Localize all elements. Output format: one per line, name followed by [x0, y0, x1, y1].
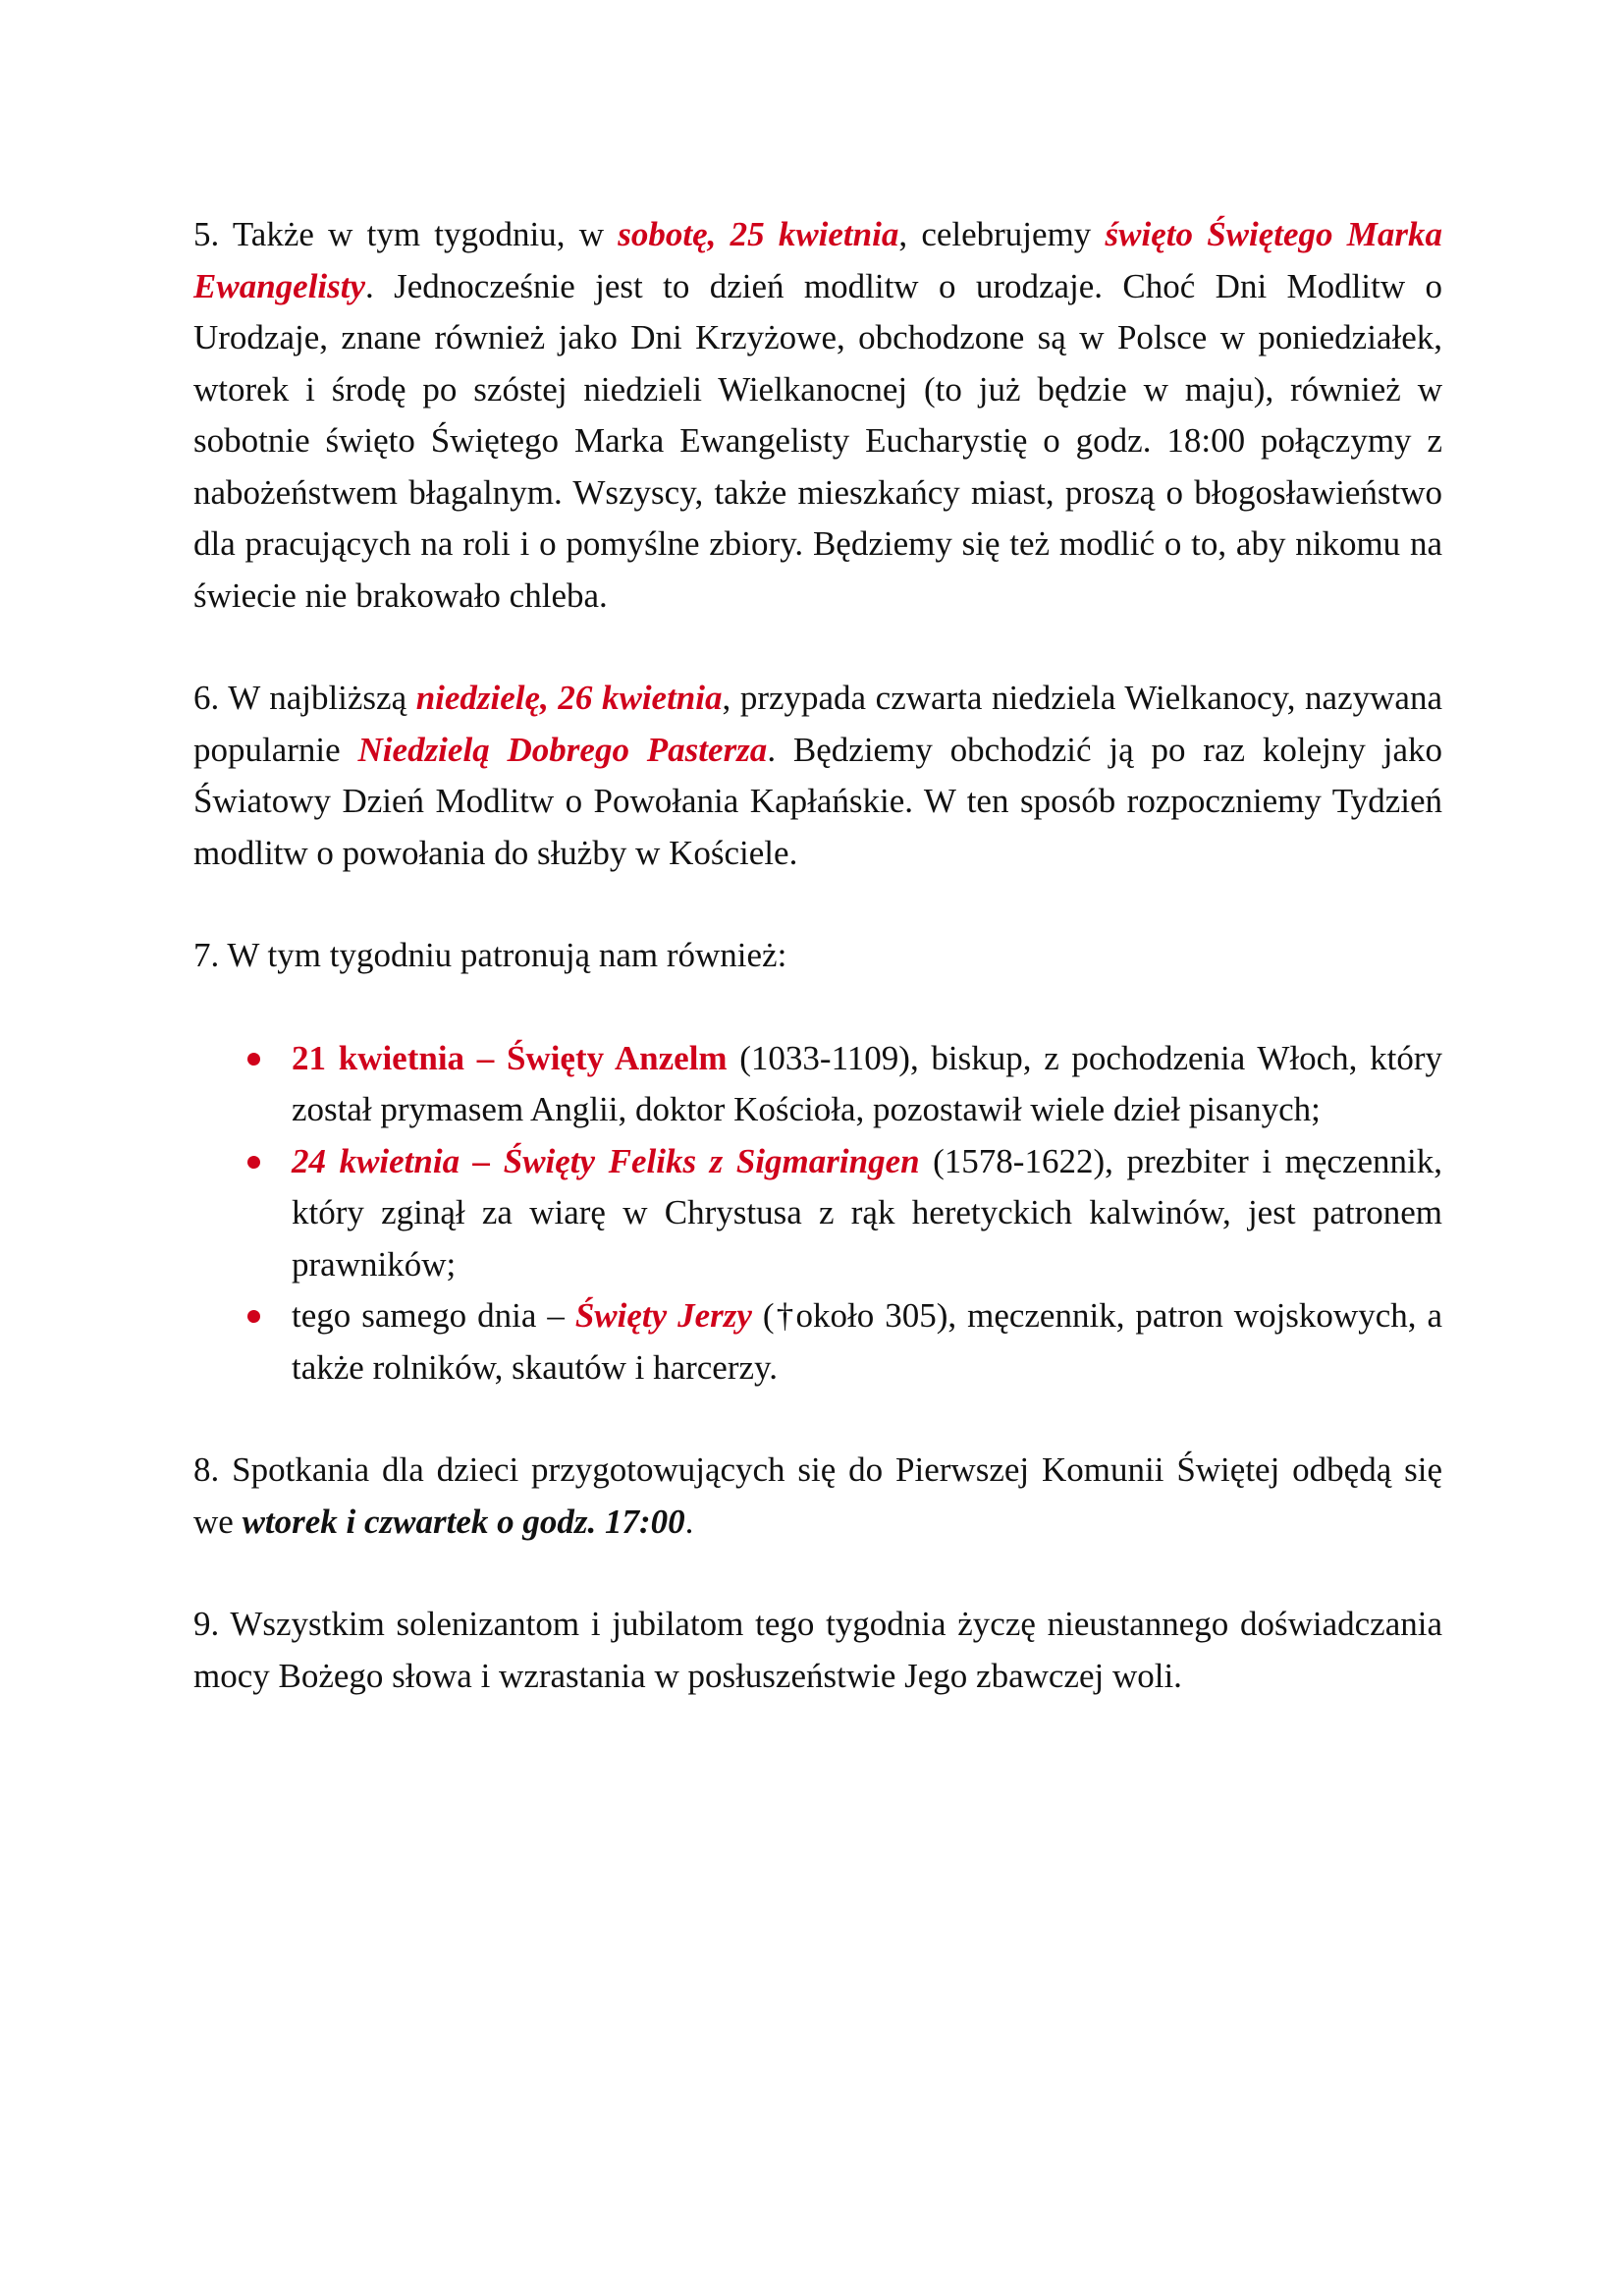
bullet-icon	[247, 1156, 260, 1169]
saint-highlight: 21 kwietnia – Święty Anzelm	[292, 1038, 728, 1077]
announcement-6: 6. W najbliższą niedzielę, 26 kwietnia, przypada czwarta niedziela Wielkanocy, nazywana popularnie Niedzielą Dobrego Pasterza. Będziemy obchodzić ją po raz kolejny jako Światowy Dzień Modlitw o Powołania Kapłańskie. W ten sposób rozpoczniemy Tydzień modlitw o powołania do służby w Kościele.	[193, 679, 1442, 872]
announcement-8: 8. Spotkania dla dzieci przygotowujących się do Pierwszej Komunii Świętej odbędą się we wtorek i czwartek o godz. 17:00.	[193, 1450, 1442, 1541]
time-highlight: wtorek i czwartek o godz. 17:00	[242, 1502, 685, 1541]
date-highlight: sobotę, 25 kwietnia	[618, 215, 899, 253]
saints-list	[193, 1033, 1442, 1394]
bullet-icon	[247, 1053, 260, 1066]
document-page	[193, 209, 1442, 1753]
bullet-icon	[247, 1310, 260, 1323]
feast-highlight: święto Świętego Marka Ewangelisty	[193, 215, 1442, 305]
saint-highlight: 24 kwietnia – Święty Feliks z Sigmaringen	[292, 1141, 920, 1180]
list-item: 24 kwietnia – Święty Feliks z Sigmaringen (1578-1622), prezbiter i męczennik, który zginął za wiarę w Chrystusa z rąk heretyckich kalwinów, jest patronem prawników;	[193, 1136, 1442, 1291]
announcement-5: 5. Także w tym tygodniu, w sobotę, 25 kwietnia, celebrujemy święto Świętego Marka Ewangelisty. Jednocześnie jest to dzień modlitw o urodzaje. Choć Dni Modlitw o Urodzaje, znane również jako Dni Krzyżowe, obchodzone są w Polsce w poniedziałek, wtorek i środę po szóstej niedzieli Wielkanocnej (to już będzie w maju), również w sobotnie święto Świętego Marka Ewangelisty Eucharystię o godz. 18:00 połączymy z nabożeństwem błagalnym. Wszyscy, także mieszkańcy miast, proszą o błogosławieństwo dla pracujących na roli i o pomyślne zbiory. Będziemy się też modlić o to, aby nikomu na świecie nie brakowało chleba.	[193, 215, 1442, 615]
list-item: tego samego dnia – Święty Jerzy (†około 305), męczennik, patron wojskowych, a także rolników, skautów i harcerzy.	[193, 1290, 1442, 1394]
announcement-7-intro: 7. W tym tygodniu patronują nam również:	[193, 936, 787, 974]
list-item: 21 kwietnia – Święty Anzelm (1033-1109), biskup, z pochodzenia Włoch, który został prymasem Anglii, doktor Kościoła, pozostawił wiele dzieł pisanych;	[193, 1033, 1442, 1136]
saint-highlight: Święty Jerzy	[574, 1296, 752, 1335]
announcement-9: 9. Wszystkim solenizantom i jubilatom tego tygodnia życzę nieustannego doświadczania mocy Bożego słowa i wzrastania w posłuszeństwie Jego zbawczej woli.	[193, 1605, 1442, 1695]
feast-highlight: Niedzielą Dobrego Pasterza	[357, 730, 768, 769]
date-highlight: niedzielę, 26 kwietnia	[415, 679, 723, 717]
